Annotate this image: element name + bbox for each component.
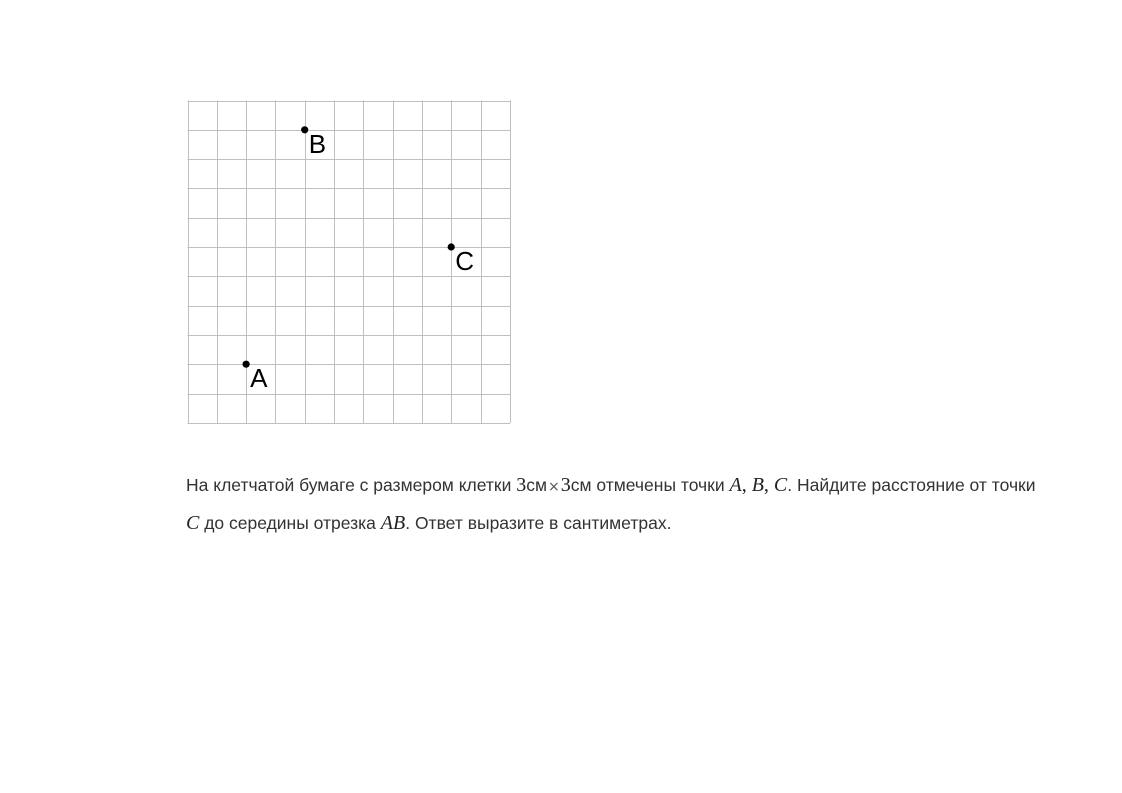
point-c-dot (448, 243, 455, 250)
math-size-unit: см (570, 475, 592, 495)
point-b-label: B (308, 128, 327, 159)
problem-text-part: отмечены точки (591, 475, 730, 495)
math-size-unit: см (526, 475, 547, 495)
problem-text-part: до середины отрезка (199, 513, 381, 533)
point-a-label: A (250, 363, 268, 394)
math-point-c: C (773, 474, 788, 496)
point-b-dot (301, 126, 308, 133)
math-size-number: 3 (516, 474, 527, 496)
math-point-c: C (186, 512, 200, 534)
math-size-number: 3 (560, 474, 571, 496)
problem-text-part: . Найдите расстояние от точки (787, 475, 1036, 495)
math-comma: , (741, 474, 752, 496)
math-point-a: A (729, 474, 742, 496)
problem-text-part: На клетчатой бумаге с размером клетки (186, 475, 517, 495)
math-segment-ab: AB (380, 512, 406, 534)
point-c-label: C (455, 246, 474, 276)
times-sign: × (548, 479, 560, 495)
math-comma: , (763, 474, 774, 496)
math-point-b: B (751, 474, 764, 496)
problem-text-part: . Ответ выразите в сантиметрах. (405, 513, 672, 533)
grid-points (243, 126, 474, 393)
point-a-dot (243, 361, 250, 368)
grid-figure (185, 99, 507, 423)
problem-text (186, 467, 1046, 541)
